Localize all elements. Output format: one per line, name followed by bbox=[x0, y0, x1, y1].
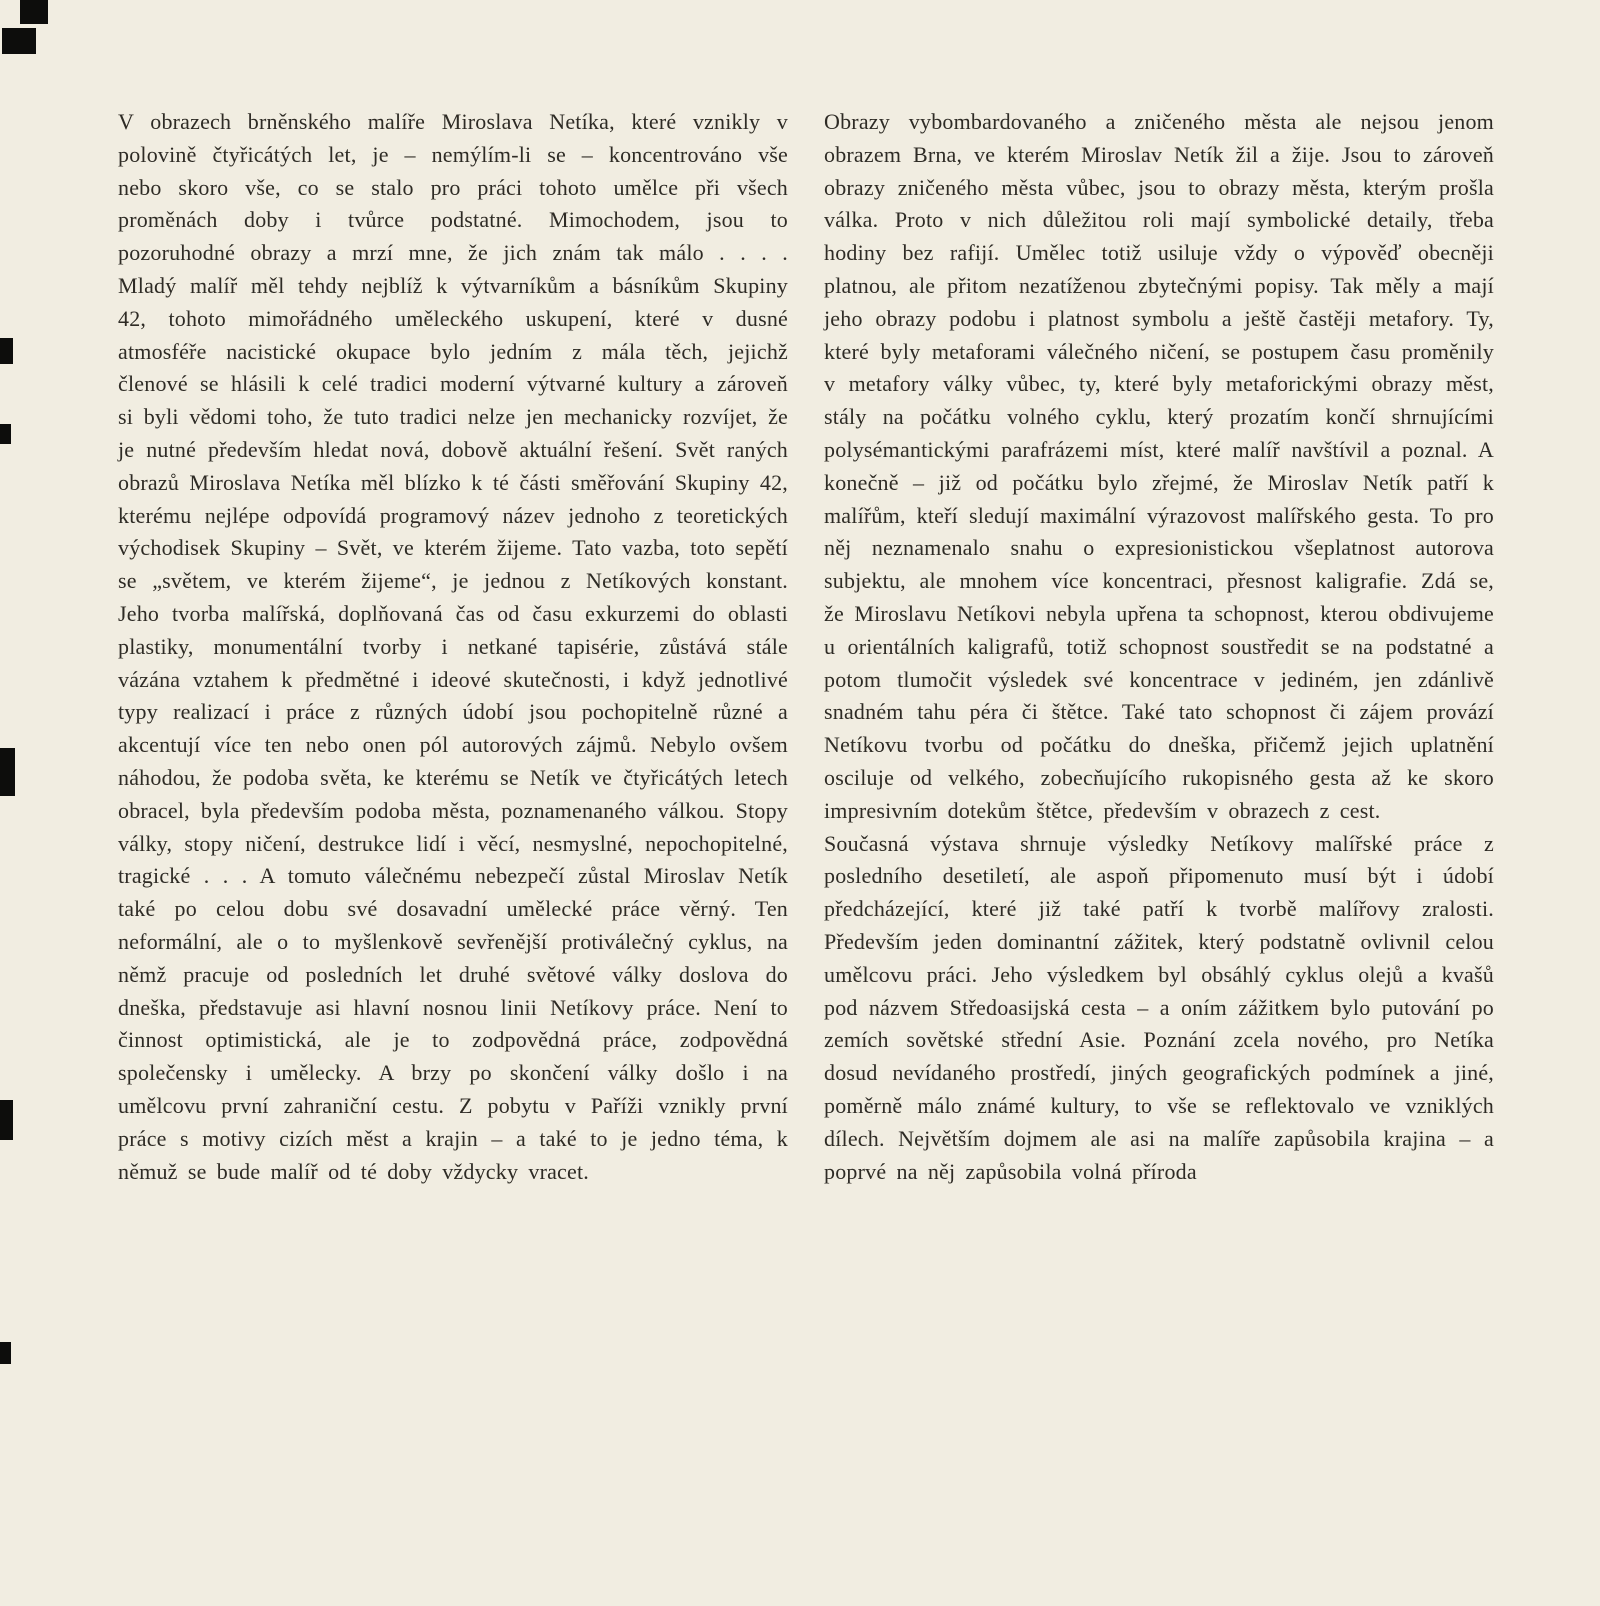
scan-artifact bbox=[0, 748, 15, 796]
scan-artifact bbox=[20, 0, 48, 24]
scan-artifact bbox=[0, 424, 11, 444]
text-columns bbox=[118, 106, 1494, 1188]
body-paragraph: V obrazech brněnského malíře Miroslava Netíka, které vznikly v polovině čtyřicátých let, je – nemýlím-li se – koncentrováno vše nebo skoro vše, co se stalo pro práci tohoto umělce při všech proměnách doby i tvůrce podstatné. Mimochodem, jsou to pozoruhodné obrazy a mrzí mne, že jich znám tak málo . . . . Mladý malíř měl tehdy nejblíž k výtvarníkům a básníkům Skupiny 42, tohoto mimořádného uměleckého uskupení, které v dusné atmosféře nacistické okupace bylo jedním z mála těch, jejichž členové se hlásili k celé tradici moderní výtvarné kultury a zároveň si byli vědomi toho, že tuto tradici nelze jen mechanicky rozvíjet, že je nutné především hledat nová, dobově aktuální řešení. Svět raných obrazů Miroslava Netíka měl blízko k té části směřování Skupiny 42, kterému nejlépe odpovídá programový název jednoho z teoretických východisek Skupiny – Svět, ve kterém žijeme. Tato vazba, toto sepětí se „světem, ve kterém žijeme“, je jednou z Netíkových konstant. Jeho tvorba malířská, doplňovaná čas od času exkurzemi do oblasti plastiky, monumentální tvorby i netkané tapisérie, zůstává stále vázána vztahem k předmětné i ideové skutečnosti, i když jednotlivé typy realizací i práce z různých údobí jsou pochopitelně různé a akcentují více ten nebo onen pól autorových zájmů. Nebylo ovšem náhodou, že podoba světa, ke kterému se Netík ve čtyřicátých letech obracel, byla především podoba města, poznamenaného válkou. Stopy války, stopy ničení, destrukce lidí i věcí, nesmyslné, nepochopitelné, tragické . . . A tomuto válečnému nebezpečí zůstal Miroslav Netík také po celou dobu své dosavadní umělecké práce věrný. Ten neformální, ale o to myšlenkově sevřenější protiválečný cyklus, na němž pracuje od posledních let druhé světové války doslova do dneška, představuje asi hlavní nosnou linii Netíkovy práce. Není to činnost optimistická, ale je to zodpovědná práce, zodpovědná společensky i umělecky. A brzy po skončení války došlo i na umělcovu první zahraniční cestu. Z pobytu v Paříži vznikly první práce s motivy cizích měst a krajin – a také to je jedno téma, k němuž se bude malíř od té doby vždycky vracet. bbox=[118, 109, 788, 1184]
left-column bbox=[118, 106, 788, 1188]
scan-artifact bbox=[0, 1342, 11, 1364]
scan-artifact bbox=[0, 338, 13, 364]
scan-artifact bbox=[2, 28, 36, 54]
body-paragraph: Současná výstava shrnuje výsledky Netíkovy malířské práce z posledního desetiletí, ale aspoň připomenuto musí být i údobí předcházející, které již také patří k tvorbě malířovy zralosti. Především jeden dominantní zážitek, který podstatně ovlivnil celou umělcovu práci. Jeho výsledkem byl obsáhlý cyklus olejů a kvašů pod názvem Středoasijská cesta – a oním zážitkem bylo putování po zemích sovětské střední Asie. Poznání zcela nového, pro Netíka dosud nevídaného prostředí, jiných geografických podmínek a jiné, poměrně málo známé kultury, to vše se reflektovalo ve vzniklých dílech. Největším dojmem ale asi na malíře zapůsobila krajina – a poprvé na něj zapůsobila volná příroda bbox=[824, 830, 1494, 1184]
right-column bbox=[824, 106, 1494, 1188]
body-paragraph: Obrazy vybombardovaného a zničeného města ale nejsou jenom obrazem Brna, ve kterém Miroslav Netík žil a žije. Jsou to zároveň obrazy zničeného města vůbec, jsou to obrazy města, kterým prošla válka. Proto v nich důležitou roli mají symbolické detaily, třeba hodiny bez rafijí. Umělec totiž usiluje vždy o výpověď obecněji platnou, ale přitom nezatíženou zbytečnými popisy. Tak měly a mají jeho obrazy podobu i platnost symbolu a ještě častěji metafory. Ty, které byly metaforami válečného ničení, se postupem času proměnily v metafory války vůbec, ty, které byly metaforickými obrazy měst, stály na počátku volného cyklu, který prozatím končí shrnujícími polysémantickými parafrázemi míst, které malíř navštívil a poznal. A konečně – již od počátku bylo zřejmé, že Miroslav Netík patří k malířům, kteří sledují maximální výrazovost malířského gesta. To pro něj neznamenalo snahu o expresionistickou všeplatnost autorova subjektu, ale mnohem více koncentraci, přesnost kaligrafie. Zdá se, že Miroslavu Netíkovi nebyla upřena ta schopnost, kterou obdivujeme u orientálních kaligrafů, totiž schopnost soustředit se na podstatné a potom tlumočit výsledek své koncentrace v jediném, jen zdánlivě snadném tahu péra či štětce. Také tato schopnost či zájem provází Netíkovu tvorbu od počátku do dneška, přičemž jejich uplatnění osciluje od velkého, zobecňujícího rukopisného gesta až ke skoro impresivním dotekům štětce, především v obrazech z cest. bbox=[824, 109, 1494, 823]
scan-artifact bbox=[0, 1100, 13, 1140]
